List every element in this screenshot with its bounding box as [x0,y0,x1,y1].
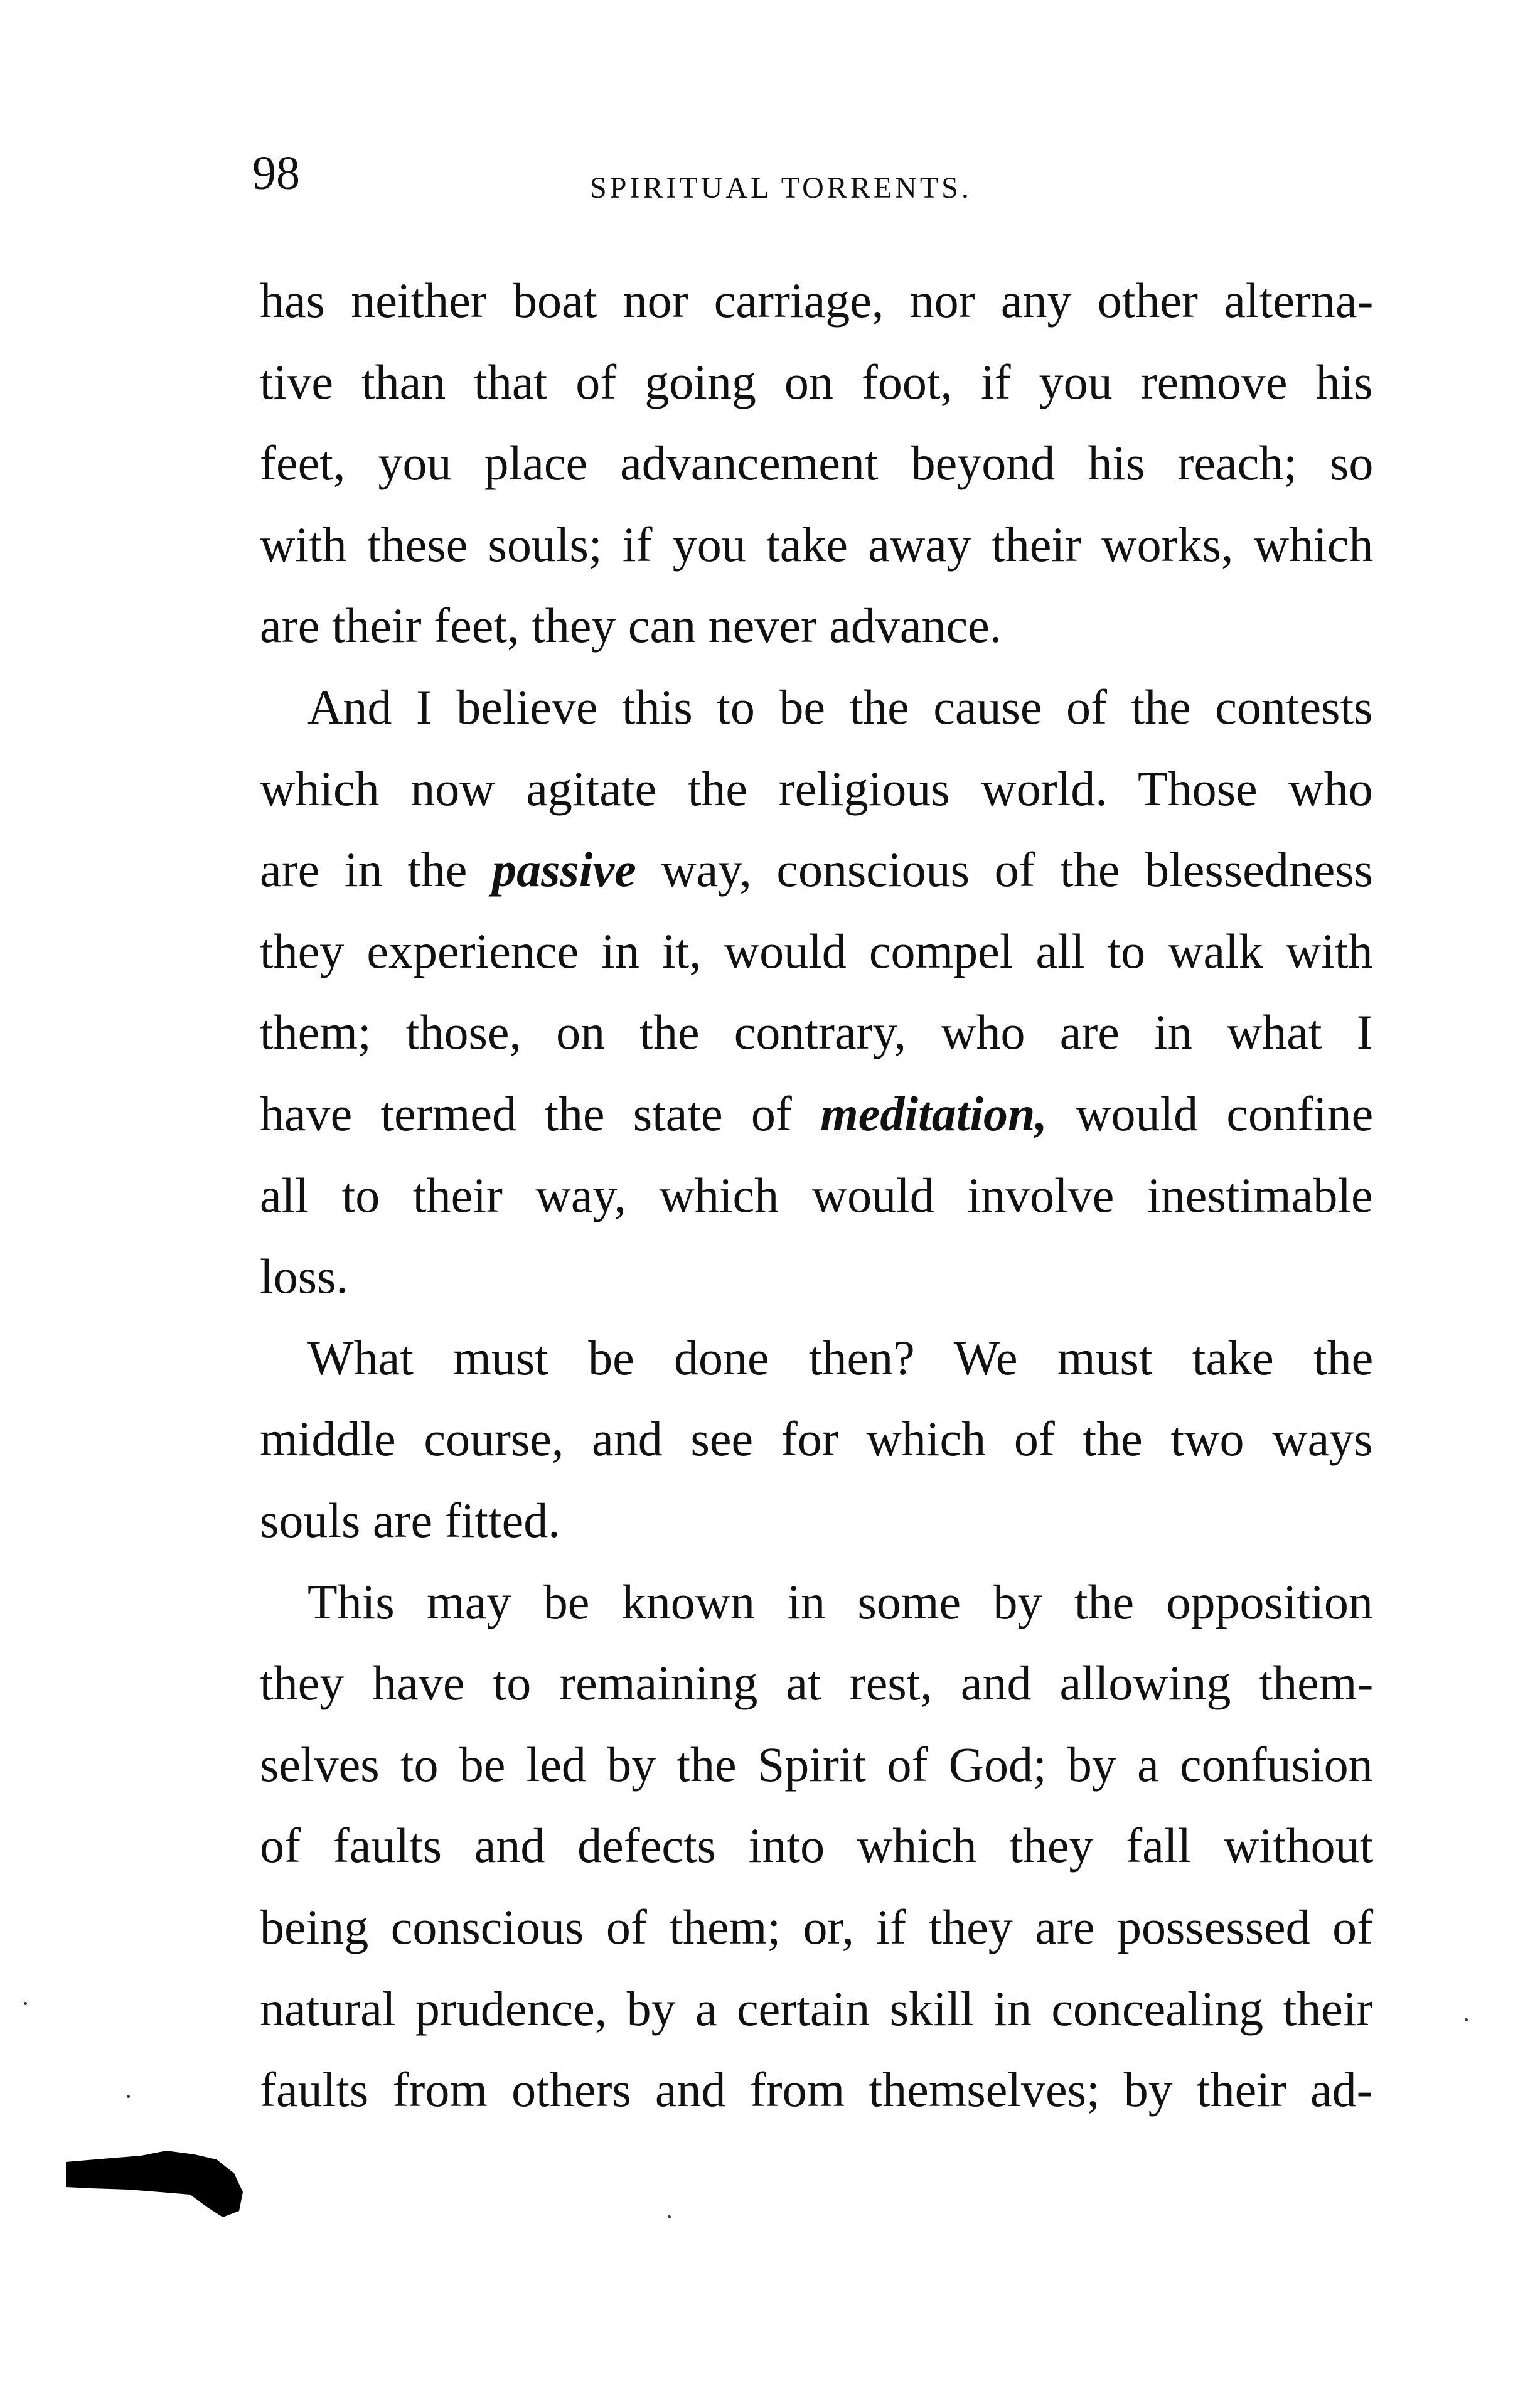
ink-blot [66,2137,248,2222]
text-line: of faults and defects into which they fall without [260,1818,1374,1873]
text-line: middle course, and see for which of the two ways [260,1411,1373,1467]
italic-term: passive [492,842,636,897]
text-line: natural prudence, by a certain skill in concealing their [260,1981,1373,2036]
text-line: being conscious of them; or, if they are possessed of [260,1900,1374,1954]
text-line [260,842,1374,897]
text-line: with these souls; if you take away their works, which [260,516,1374,572]
italic-term: meditation, [820,1086,1047,1141]
text-line: loss. [260,1249,348,1304]
ink-speck [127,2095,130,2098]
text-segment: have termed the state of [260,1086,821,1141]
page-number: 98 [252,147,300,200]
text-line: them; those, on the contrary, who are in what I [260,1005,1373,1060]
text-line: selves to be led by the Spirit of God; by a confusion [260,1736,1373,1792]
text-line [260,1086,1374,1141]
text-line: And I believe this to be the cause of the contests [307,680,1373,734]
text-line: faults from others and from themselves; by their ad- [260,2062,1373,2117]
text-line: What must be done then? We must take the [307,1330,1374,1385]
text-line: feet, you place advancement beyond his reach; so [260,436,1374,491]
ink-speck [24,2002,27,2005]
text-line: are their feet, they can never advance. [260,598,1002,653]
text-segment: way, conscious of the blessedness [636,842,1374,897]
ink-speck [1465,2018,1468,2021]
text-line: has neither boat nor carriage, nor any other alterna- [260,273,1374,328]
text-line: tive than that of going on foot, if you remove his [260,354,1373,409]
text-line: they experience in it, would compel all to walk with [260,923,1373,978]
text-segment: would confine [1047,1086,1374,1141]
text-line: souls are fitted. [260,1493,560,1548]
running-title: SPIRITUAL TORRENTS. [590,171,972,205]
text-line: This may be known in some by the opposition [307,1574,1373,1629]
text-line: all to their way, which would involve inestimable [260,1167,1373,1222]
ink-speck [668,2215,671,2218]
text-segment: are in the [260,842,493,897]
text-line: which now agitate the religious world. Those who [260,761,1373,816]
text-line: they have to remaining at rest, and allowing them- [260,1656,1374,1711]
